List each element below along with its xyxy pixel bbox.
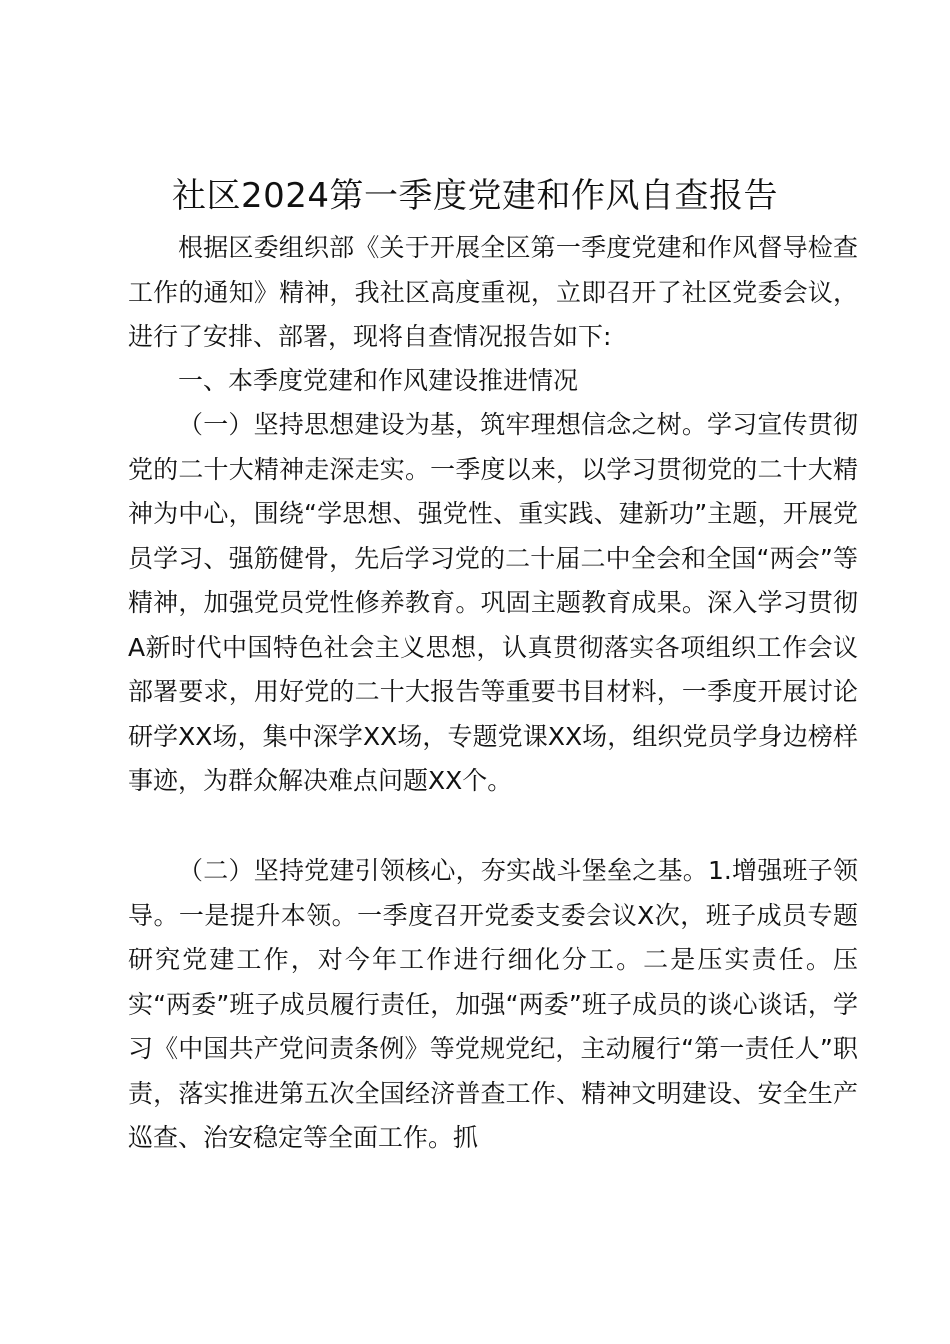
paragraph-party-leadership: （二）坚持党建引领核心，夯实战斗堡垒之基。1.增强班子领导。一是提升本领。一季度召开党委支委会议X次，班子成员专题研究党建工作，对今年工作进行细化分工。二是压实责任。压实“两委”班子成员履行责任，加强“两委”班子成员的谈心谈话，学习《中国共产党问责条例》等党规党纪，主动履行“第一责任人”职责，落实推进第五次全国经济普查工作、精神文明建设、安全生产巡查、治安稳定等全面工作。抓	[128, 856, 858, 1152]
document-title: 社区2024第一季度党建和作风自查报告	[171, 176, 779, 216]
section-heading: 一、本季度党建和作风建设推进情况	[178, 366, 579, 395]
intro-paragraph: 根据区委组织部《关于开展全区第一季度党建和作风督导检查工作的通知》精神，我社区高度重视，立即召开了社区党委会议，进行了安排、部署，现将自查情况报告如下:	[128, 233, 858, 351]
paragraph-ideological-building: （一）坚持思想建设为基，筑牢理想信念之树。学习宣传贯彻党的二十大精神走深走实。一季度以来，以学习贯彻党的二十大精神为中心，围绕“学思想、强党性、重实践、建新功”主题，开展党员学习、强筋健骨，先后学习党的二十届二中全会和全国“两会”等精神，加强党员党性修养教育。巩固主题教育成果。深入学习贯彻A新时代中国特色社会主义思想，认真贯彻落实各项组织工作会议部署要求，用好党的二十大报告等重要书目材料，一季度开展讨论研学XX场，集中深学XX场，专题党课XX场，组织党员学身边榜样事迹，为群众解决难点问题XX个。	[128, 410, 858, 795]
